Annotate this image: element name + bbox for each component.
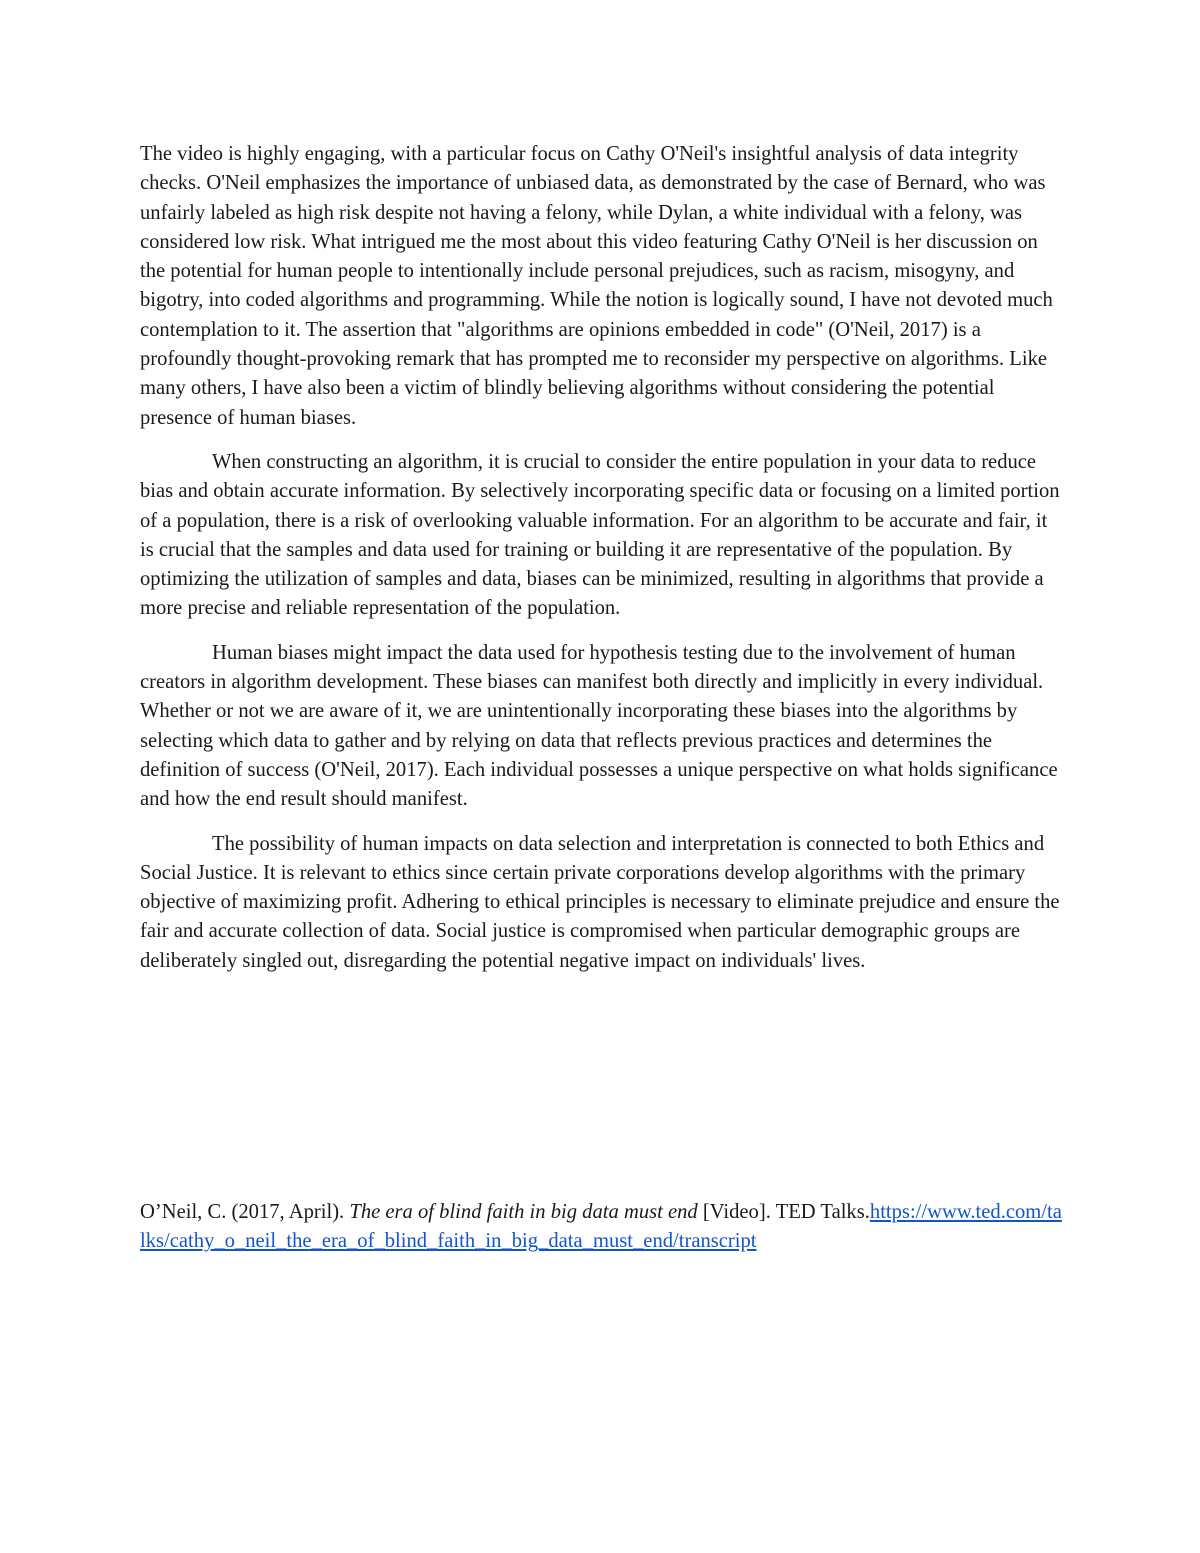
paragraph-2: When constructing an algorithm, it is crucial to consider the entire population in your data to reduce bias and obtain accurate information. By selectively incorporating specific data or focusing on a limited portion of a population, there is a risk of overlooking valuable information. For an algorithm to be accurate and fair, it is crucial that the samples and data used for training or building it are representative of the population. By optimizing the utilization of samples and data, biases can be minimized, resulting in algorithms that provide a more precise and reliable representation of the population. [140,450,1060,620]
paragraph-3: Human biases might impact the data used for hypothesis testing due to the involvement of human creators in algorithm development. These biases can manifest both directly and implicitly in every individual. Whether or not we are aware of it, we are unintentionally incorporating these biases into the algorithms by selecting which data to gather and by relying on data that reflects previous practices and determines the definition of success (O'Neil, 2017). Each individual possesses a unique perspective on what holds significance and how the end result should manifest. [140,641,1058,811]
reference-author-date: O’Neil, C. (2017, April). [140,1201,350,1223]
paragraph-4: The possibility of human impacts on data selection and interpretation is connected to both Ethics and Social Justice. It is relevant to ethics since certain private corporations develop algorithms with the primary objective of maximizing profit. Adhering to ethical principles is necessary to eliminate prejudice and ensure the fair and accurate collection of data. Social justice is compromised when particular demographic groups are deliberately singled out, disregarding the potential negative impact on individuals' lives. [140,832,1060,972]
reference-title: The era of blind faith in big data must end [349,1201,698,1223]
reference-citation [140,1198,1062,1257]
paragraph-1: The video is highly engaging, with a particular focus on Cathy O'Neil's insightful analysis of data integrity checks. O'Neil emphasizes the importance of unbiased data, as demonstrated by the case of Bernard, who was unfairly labeled as high risk despite not having a felony, while Dylan, a white individual with a felony, was considered low risk. What intrigued me the most about this video featuring Cathy O'Neil is her discussion on the potential for human people to intentionally include personal prejudices, such as racism, misogyny, and bigotry, into coded algorithms and programming. While the notion is logically sound, I have not devoted much contemplation to it. The assertion that "algorithms are opinions embedded in code" (O'Neil, 2017) is a profoundly thought-provoking remark that has prompted me to reconsider my perspective on algorithms. Like many others, I have also been a victim of blindly believing algorithms without considering the potential presence of human biases. [140,143,1053,429]
document-body [140,140,1062,991]
reference-source: [Video]. TED Talks. [697,1201,870,1223]
reference-link[interactable]: https://www.ted.com/talks/cathy_o_neil_the_era_of_blind_faith_in_big_data_must_end/transcript [140,1201,1062,1253]
